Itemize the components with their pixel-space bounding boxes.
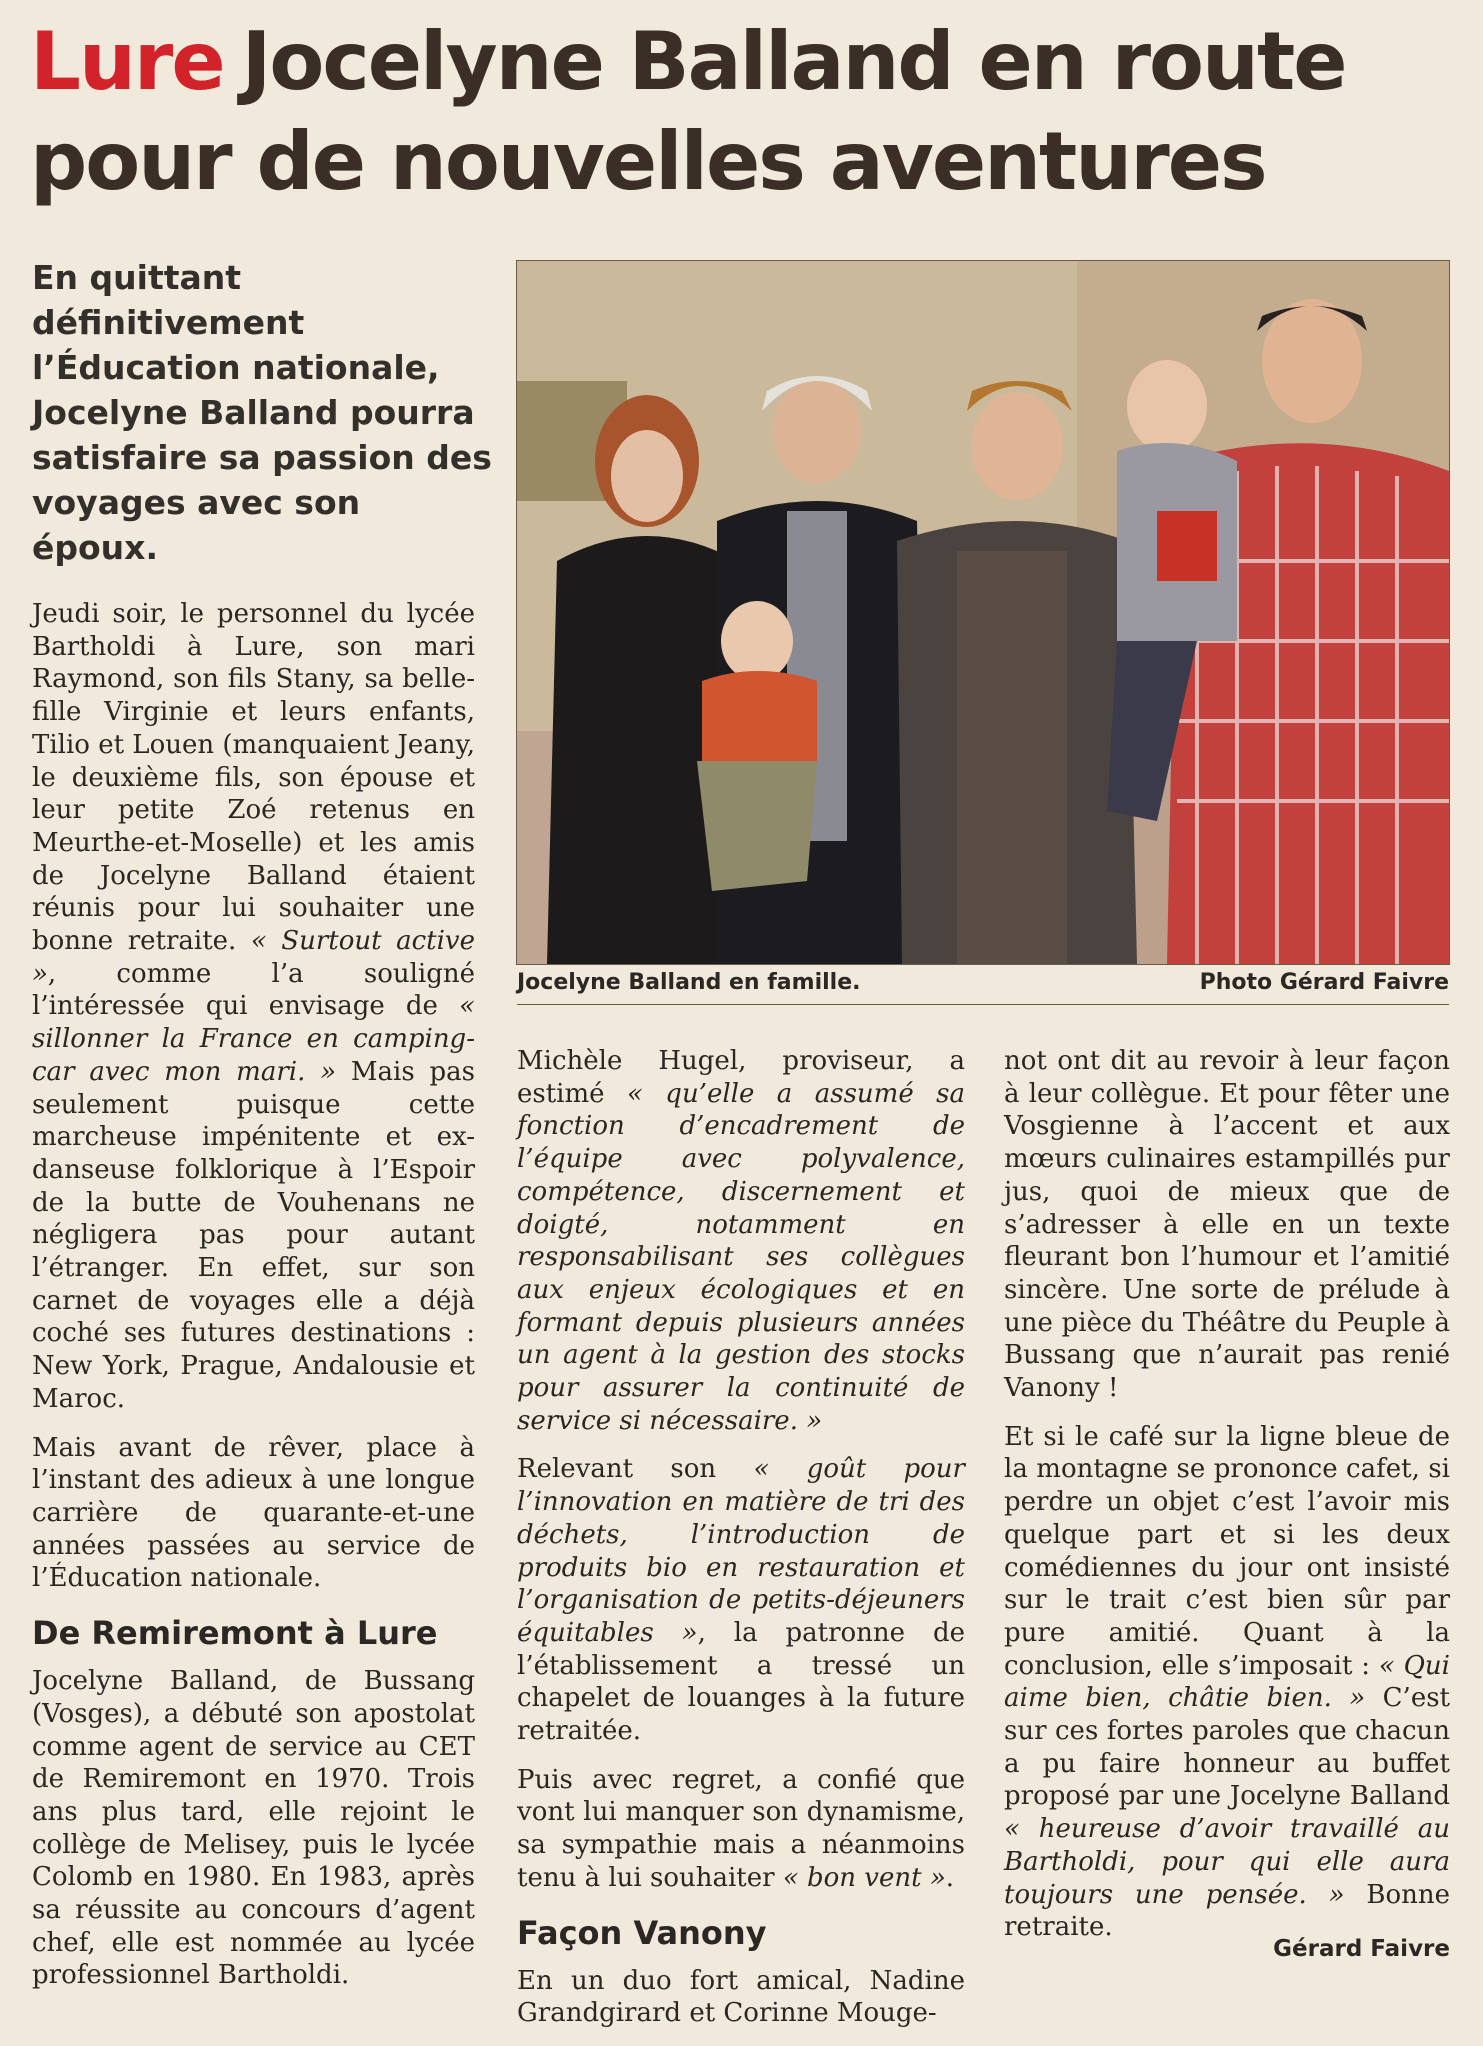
text-run: Relevant son: [517, 1454, 754, 1485]
quote: « heureuse d’avoir travaillé au Bartholdi, pour qui elle aura toujours une pensée. »: [1004, 1814, 1450, 1910]
article-column-1: [32, 598, 475, 2008]
paragraph-4: [517, 1045, 965, 1437]
paragraph-7: En un duo fort amical, Nadine Grandgirard et Corinne Mouge-: [517, 1965, 965, 2029]
subhead-vanony: Façon Vanony: [517, 1913, 767, 1952]
text-run: Jeudi soir, le personnel du lycée Bartholdi à Lure, son mari Raymond, son fils Stany, sa belle-fille Virginie et leurs enfants, Tilio et Louen (manquaient Jeany, le deuxième fils, son épouse et leur petite Zoé retenus en Meurthe-et-Moselle) et les amis de Jocelyne Balland étaient réunis pour lui souhaiter une bonne retraite.: [32, 599, 476, 957]
quote: « bon vent »: [782, 1862, 946, 1893]
paragraph-8: not ont dit au revoir à leur façon à leur collègue. Et pour fêter une Vosgienne à l’accent et aux mœurs culinaires estampillés pur jus, quoi de mieux que de s’adresser à elle en un texte fleurant bon l’humour et l’amitié sincère. Une sorte de prélude à une pièce du Théâtre du Peuple à Bussang que n’aurait pas renié Vanony !: [1004, 1046, 1450, 1404]
text-run: , comme l’a souligné l’intéressée qui envisage de: [32, 958, 475, 1022]
text-run: , la patronne de l’établissement a tressé un chapelet de louanges à la future retraitée.: [517, 1617, 965, 1747]
article-column-3: [1004, 1045, 1450, 1960]
subhead-remiremont: De Remiremont à Lure: [32, 1614, 438, 1653]
paragraph-1: [32, 598, 475, 1416]
text-run: Puis avec regret, a confié que vont lui manquer son dynamisme, sa sympathie mais a néanmoins tenu à lui souhaiter: [517, 1764, 965, 1893]
text-run: Bonne retraite.: [1004, 1879, 1451, 1943]
text-run: C’est sur ces fortes paroles que chacun a pu faire honneur au buffet proposé par une Jocelyne Balland: [1004, 1683, 1450, 1812]
text-run: .: [945, 1862, 955, 1893]
paragraph-5: [517, 1453, 965, 1747]
paragraph-6: [517, 1764, 965, 1895]
headline-kicker: Lure: [30, 15, 224, 108]
photo-caption: [517, 968, 1449, 1005]
paragraph-2: Mais avant de rêver, place à l’instant des adieux à une longue carrière de quarante-et-une années passées au service de l’Éducation nationale.: [32, 1432, 475, 1594]
family-photo-illustration: [517, 261, 1449, 964]
quote: « qu’elle a assumé sa fonction d’encadrement de l’équipe avec polyvalence, compétence, discernement et doigté, notamment en responsabilisant ses collègues aux enjeux écologiques et en formant depuis plusieurs années un agent à la gestion des stocks pour assurer la continuité de service si nécessaire. »: [517, 1078, 965, 1436]
headline-title: Jocelyne Balland en route pour de nouvelles aventures: [30, 15, 1346, 208]
quote: « Qui aime bien, châtie bien. »: [1004, 1650, 1450, 1714]
text-run: Et si le café sur la ligne bleue de la montagne se prononce cafet, si perdre un objet c’est l’avoir mis quelque part et si les deux comédiennes du jour ont insisté sur le trait c’est bien sûr par pure amitié. Quant à la conclusion, elle s’imposait :: [1004, 1421, 1450, 1681]
photo-credit: Photo Gérard Faivre: [1199, 970, 1449, 995]
article-column-2: [517, 1045, 965, 2046]
paragraph-3: Jocelyne Balland, de Bussang (Vosges), a débuté son apostolat comme agent de service au CET de Remiremont en 1970. Trois ans plus tard, elle rejoint le collège de Melisey, puis le lycée Colomb en 1980. En 1983, après sa réussite au concours d’agent chef, elle est nommée au lycée professionnel Bartholdi.: [32, 1666, 475, 1991]
text-run: Mais pas seulement puisque cette marcheuse impénitente et ex-danseuse folklorique à l’Espoir de la butte de Vouhenans ne négligera pas pour autant l’étranger. En effet, sur son carnet de voyages elle a déjà coché ses futures destinations : New York, Prague, Andalousie et Maroc.: [32, 1056, 475, 1414]
family-photo: [516, 260, 1450, 965]
photo-caption-text: Jocelyne Balland en famille.: [517, 970, 861, 995]
quote: « Surtout active »: [32, 926, 475, 989]
lede: En quittant définitivement l’Éducation nationale, Jocelyne Balland pourra satisfaire sa passion des voyages avec son époux.: [32, 258, 492, 567]
text-run: Michèle Hugel, proviseur, a estimé: [517, 1046, 965, 1109]
headline: [30, 12, 1460, 212]
author-signature: Gérard Faivre: [1273, 1936, 1450, 1962]
paragraph-9: [1004, 1421, 1450, 1944]
quote: « sillonner la France en camping-car avec mon mari. »: [32, 991, 475, 1087]
quote: « goût pour l’innovation en matière de tri des déchets, l’introduction de produits bio en restauration et l’organisation de petits-déjeuners équitables »: [517, 1454, 965, 1648]
